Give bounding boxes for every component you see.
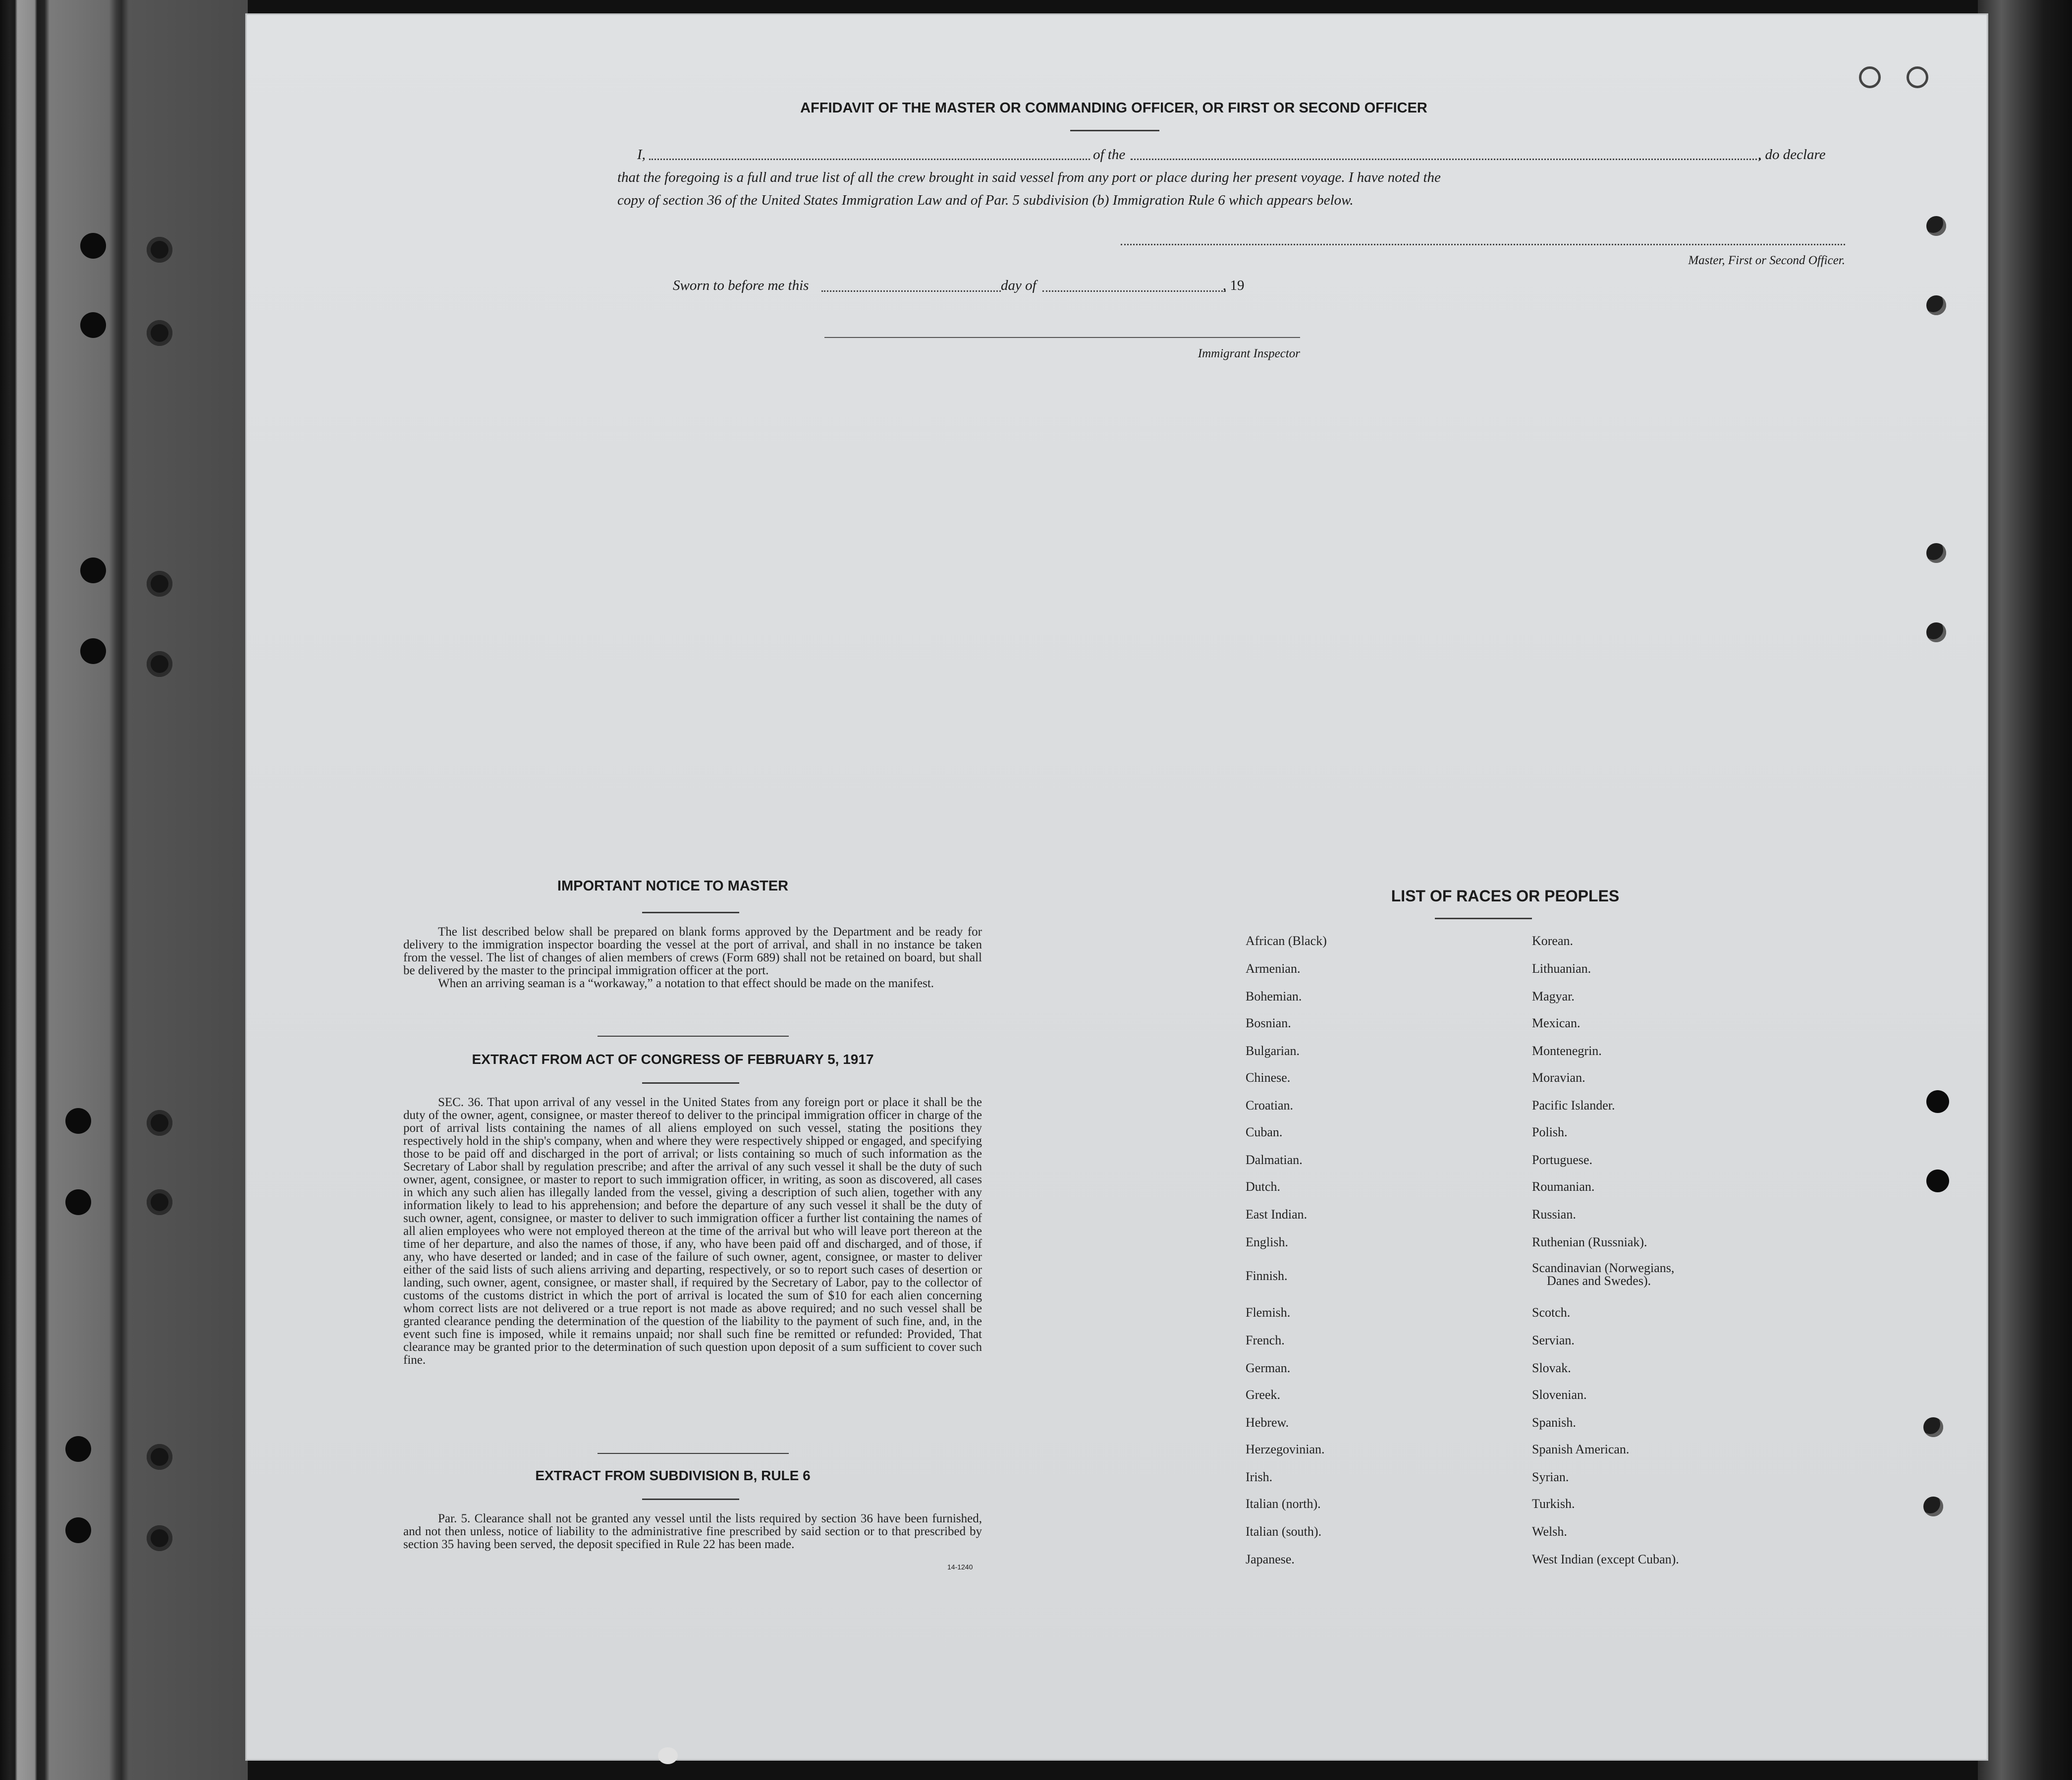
- race-item: Hebrew.: [1246, 1415, 1289, 1430]
- race-item: Turkish.: [1532, 1497, 1575, 1511]
- affidavit-statement-line-2: that the foregoing is a full and true list of all the crew brought in said vessel from any port or place during her present voyage. I have noted the: [617, 169, 1441, 185]
- punch-hole: [1926, 622, 1946, 642]
- day-of-label: day of: [1001, 278, 1036, 293]
- notice-paragraph: When an arriving seaman is a “workaway,” a notation to that effect should be made on the manifest.: [438, 977, 934, 990]
- race-item: Cuban.: [1246, 1125, 1283, 1139]
- extract-act-rule: [642, 1082, 739, 1084]
- race-item: Finnish.: [1246, 1269, 1288, 1283]
- punch-hole: [1859, 66, 1881, 88]
- race-item: Greek.: [1246, 1388, 1281, 1402]
- notice-body: [403, 926, 982, 990]
- punch-hole: [147, 571, 172, 597]
- extract-rule-title: EXTRACT FROM SUBDIVISION B, RULE 6: [535, 1468, 811, 1483]
- race-item: Bulgarian.: [1246, 1044, 1300, 1058]
- punch-hole: [80, 638, 106, 664]
- section-rule: [598, 1036, 789, 1037]
- punch-hole: [147, 237, 172, 263]
- punch-hole: [1926, 1090, 1949, 1113]
- rule-6-text: Par. 5. Clearance shall not be granted any vessel until the lists required by section 36 have been furnished, and not then unless, notice of liability to the administrative fine prescribed by said section or to that prescribed by section 35 having been served, the deposit specified in Rule 22 has been made.: [403, 1512, 982, 1551]
- race-item: Servian.: [1532, 1333, 1575, 1347]
- punch-hole: [1926, 543, 1946, 563]
- race-item: Spanish American.: [1532, 1442, 1630, 1456]
- punch-hole: [147, 1525, 172, 1551]
- race-item: Dalmatian.: [1246, 1153, 1303, 1167]
- punch-hole: [147, 1444, 172, 1470]
- race-item: Pacific Islander.: [1532, 1098, 1615, 1112]
- race-item: Irish.: [1246, 1470, 1273, 1484]
- section-36-text: SEC. 36. That upon arrival of any vessel in the United States from any foreign port or place it shall be the duty of the owner, agent, consignee, or master thereof to deliver to the principal immigration officer in charge of the port of arrival lists containing the names of all aliens employed on such vessel, stating the positions they respectively hold in the ship's company, when and where they were respectively shipped or engaged, and specifying those to be paid off and discharged in the port of arrival; or lists containing so much of such information as the Secretary of Labor shall by regulation prescribe; and after the arrival of any such vessel it shall be the duty of such owner, agent, consignee, or master to report to such immigration officer, in writing, as soon as discovered, all cases in which any such alien has illegally landed from the vessel, giving a description of such alien, together with any information likely to lead to his apprehension; and before the departure of any such vessel it shall be the duty of such owner, agent, consignee, or master to deliver to such immigration officer a further list containing the names of all alien employees who were not employed thereon at the time of the arrival but who will leave port thereon at the time of her departure, and also the names of those, if any, who have been paid off and discharged, and of those, if any, who have deserted or landed; and in case of the failure of such owner, agent, consignee, or master to deliver either of the said lists of such aliens arriving and departing, respectively, or so to report such cases of desertion or landing, such owner, agent, consignee, or master shall, if required by the Secretary of Labor, pay to the collector of customs of the customs district in which the port of arrival is located the sum of $10 for each alien concerning whom correct lists are not delivered or a true report is not made as above required; and no such vessel shall be granted clearance pending the determination of the question of the liability to the payment of such fine, and, in the event such fine is imposed, while it remains unpaid; nor shall such fine be remitted or refunded: Provided, That clearance may be granted prior to the determination of such question upon deposit of a sum sufficient to cover such fine.: [403, 1096, 982, 1367]
- race-item: Welsh.: [1532, 1524, 1567, 1539]
- race-item: Mexican.: [1532, 1016, 1581, 1030]
- sworn-day-field[interactable]: [821, 290, 1001, 292]
- master-signature-caption: Master, First or Second Officer.: [1688, 254, 1845, 267]
- race-item: Magyar.: [1532, 989, 1575, 1003]
- punch-hole: [65, 1436, 91, 1462]
- punch-hole: [1926, 1169, 1949, 1192]
- race-item: Moravian.: [1532, 1070, 1585, 1085]
- notice-paragraph: The list described below shall be prepared on blank forms approved by the Department and be ready for delivery to the immigration inspector boarding the vessel at the port of arrival, and shall in no instance be taken from the vessel. The list of changes of alien members of crews (Form 689) shall not be retained on board, but shall be delivered by the master to the principal immigration officer at the port.: [403, 925, 982, 977]
- affidavit-do-declare: , do declare: [1758, 147, 1826, 163]
- punch-hole: [80, 233, 106, 259]
- punch-hole: [147, 1110, 172, 1136]
- punch-hole: [658, 1747, 678, 1764]
- race-item: French.: [1246, 1333, 1285, 1347]
- inspector-caption: Immigrant Inspector: [1198, 347, 1300, 360]
- race-item: Flemish.: [1246, 1305, 1291, 1320]
- race-item: German.: [1246, 1361, 1291, 1375]
- race-item: Spanish.: [1532, 1415, 1576, 1430]
- punch-hole: [147, 651, 172, 677]
- binder-right-strip: [1978, 0, 2072, 1780]
- binder-left-strip: [0, 0, 248, 1780]
- punch-hole: [80, 557, 106, 583]
- title-rule: [1070, 130, 1159, 131]
- master-name-field[interactable]: [649, 159, 1090, 160]
- extract-rule-rule: [642, 1499, 739, 1500]
- extract-act-body: [403, 1096, 982, 1367]
- race-item: Italian (south).: [1246, 1524, 1322, 1539]
- race-item: Bohemian.: [1246, 989, 1302, 1003]
- form-number: 14-1240: [947, 1563, 973, 1571]
- punch-hole: [1923, 1417, 1943, 1437]
- race-item: Syrian.: [1532, 1470, 1569, 1484]
- extract-rule-body: [403, 1512, 982, 1551]
- race-item: Danes and Swedes).: [1547, 1274, 1651, 1288]
- punch-hole: [147, 1189, 172, 1215]
- notice-rule: [642, 912, 739, 913]
- race-item: Montenegrin.: [1532, 1044, 1602, 1058]
- notice-title: IMPORTANT NOTICE TO MASTER: [557, 878, 789, 894]
- punch-hole: [65, 1189, 91, 1215]
- punch-hole: [80, 312, 106, 338]
- race-item: Scotch.: [1532, 1305, 1571, 1320]
- sworn-month-field[interactable]: [1042, 290, 1226, 292]
- punch-hole: [65, 1517, 91, 1543]
- race-item: Armenian.: [1246, 961, 1301, 976]
- punch-hole: [147, 320, 172, 346]
- race-item: Slovenian.: [1532, 1388, 1587, 1402]
- race-item: Chinese.: [1246, 1070, 1291, 1085]
- race-item: English.: [1246, 1235, 1288, 1249]
- race-item: Bosnian.: [1246, 1016, 1291, 1030]
- race-item: Polish.: [1532, 1125, 1568, 1139]
- race-item: Portuguese.: [1532, 1153, 1593, 1167]
- punch-hole: [1907, 66, 1928, 88]
- races-title: LIST OF RACES OR PEOPLES: [1391, 887, 1620, 905]
- race-item: West Indian (except Cuban).: [1532, 1552, 1679, 1566]
- punch-hole: [65, 1108, 91, 1134]
- year-label: , 19: [1223, 278, 1245, 293]
- punch-hole: [1926, 216, 1946, 236]
- race-item: Scandinavian (Norwegians,: [1532, 1261, 1675, 1275]
- race-item: Roumanian.: [1532, 1179, 1595, 1194]
- race-item: Slovak.: [1532, 1361, 1571, 1375]
- affidavit-i-label: I,: [637, 147, 646, 163]
- race-item: Ruthenian (Russniak).: [1532, 1235, 1647, 1249]
- section-rule: [598, 1453, 789, 1454]
- punch-hole: [1926, 295, 1946, 315]
- race-item: East Indian.: [1246, 1207, 1308, 1222]
- affidavit-of-the-label: of the: [1093, 147, 1126, 163]
- sworn-label: Sworn to before me this: [673, 278, 809, 293]
- race-item: Croatian.: [1246, 1098, 1294, 1112]
- form-page: [247, 15, 1987, 1759]
- master-signature-field[interactable]: [1121, 244, 1845, 245]
- race-item: Lithuanian.: [1532, 961, 1591, 976]
- race-item: Korean.: [1532, 934, 1574, 948]
- race-item: African (Black): [1246, 934, 1327, 948]
- race-item: Russian.: [1532, 1207, 1576, 1222]
- extract-act-title: EXTRACT FROM ACT OF CONGRESS OF FEBRUARY 5, 1917: [472, 1052, 874, 1067]
- punch-hole: [1923, 1497, 1943, 1516]
- race-item: Japanese.: [1246, 1552, 1295, 1566]
- race-item: Dutch.: [1246, 1179, 1281, 1194]
- affidavit-statement-line-3: copy of section 36 of the United States Immigration Law and of Par. 5 subdivision (b) Immigration Rule 6 which appears below.: [617, 192, 1354, 208]
- inspector-signature-field[interactable]: [824, 337, 1300, 338]
- race-item: Herzegovinian.: [1246, 1442, 1325, 1456]
- races-rule: [1435, 918, 1532, 919]
- vessel-name-field[interactable]: [1131, 159, 1761, 160]
- affidavit-title: AFFIDAVIT OF THE MASTER OR COMMANDING OFFICER, OR FIRST OR SECOND OFFICER: [800, 100, 1427, 116]
- race-item: Italian (north).: [1246, 1497, 1321, 1511]
